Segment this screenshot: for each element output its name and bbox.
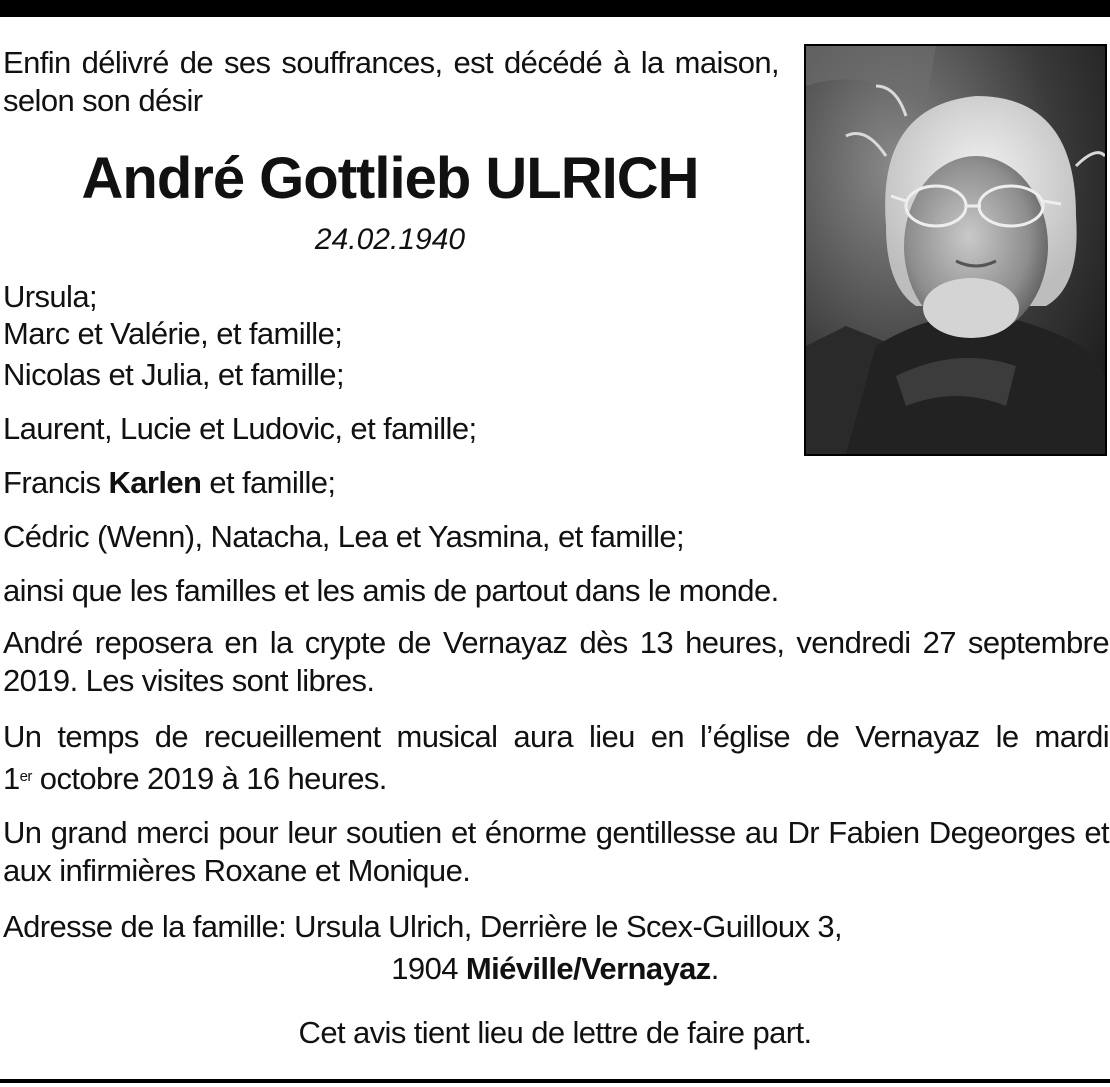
friends-line: ainsi que les familles et les amis de partout dans le monde.	[3, 573, 779, 608]
deceased-name: André Gottlieb ULRICH	[81, 146, 699, 211]
karlen-prefix: Francis	[3, 465, 109, 500]
top-rule	[0, 0, 1110, 17]
ceremony-line-2	[3, 760, 387, 798]
closing-note: Cet avis tient lieu de lettre de faire part.	[298, 1015, 812, 1050]
bottom-rule	[0, 1079, 1110, 1083]
karlen-surname: Karlen	[108, 465, 202, 500]
family-line: Marc et Valérie, et famille;	[3, 316, 343, 351]
thanks-paragraph: Un grand merci pour leur soutien et énorme gentillesse au Dr Fabien Degeorges et aux infirmières Roxane et Monique.	[3, 815, 1109, 888]
ceremony-day-suffix: er	[19, 768, 32, 785]
portrait-photo	[804, 44, 1107, 456]
wake-paragraph: André reposera en la crypte de Vernayaz dès 13 heures, vendredi 27 septembre 2019. Les visites sont libres.	[3, 625, 1109, 698]
address-city: Miéville/Vernayaz	[465, 951, 711, 986]
address-line-1: Adresse de la famille: Ursula Ulrich, Derrière le Scex-Guilloux 3,	[3, 909, 843, 944]
birth-date: 24.02.1940	[314, 223, 466, 256]
karlen-suffix: et famille;	[201, 465, 336, 500]
ceremony-line-1: Un temps de recueillement musical aura lieu en l’église de Vernayaz le mardi	[3, 719, 1109, 754]
family-line: Cédric (Wenn), Natacha, Lea et Yasmina, et famille;	[3, 519, 685, 554]
family-line: Nicolas et Julia, et famille;	[3, 357, 344, 392]
ceremony-date-rest: octobre 2019 à 16 heures.	[31, 761, 387, 796]
family-line: Laurent, Lucie et Ludovic, et famille;	[3, 411, 477, 446]
family-line: Ursula;	[3, 279, 97, 314]
address-end: .	[710, 951, 719, 986]
ceremony-day: 1	[3, 761, 20, 796]
family-line-karlen	[3, 464, 335, 502]
address-line-2	[0, 950, 1110, 988]
address-postcode: 1904	[391, 951, 466, 986]
intro-text: Enfin délivré de ses souffrances, est décédé à la maison, selon son désir	[3, 45, 779, 118]
